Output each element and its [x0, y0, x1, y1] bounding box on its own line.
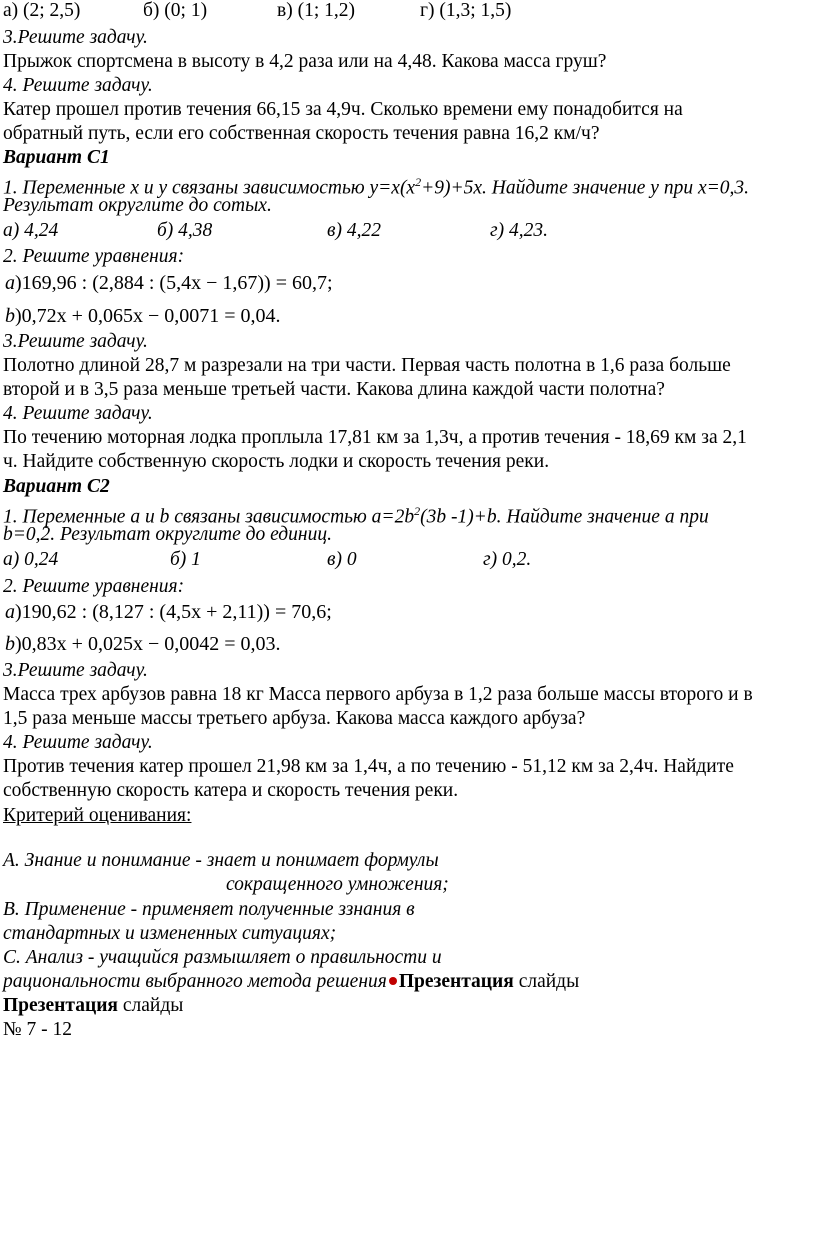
task4-heading: 4. Решите задачу. [3, 75, 153, 96]
criterion-b-line1: B. Применение - применяет полученные ззнания в [3, 899, 415, 920]
c2-option-a: а) 0,24 [3, 549, 59, 570]
c1-task4-heading: 4. Решите задачу. [3, 403, 153, 424]
c1-task1-line1: 1. Переменные x и y связаны зависимостью $y=x(x^2+9)+5x$. Найдите значение y при x=0,3. [3, 175, 750, 199]
option-b: б) (0; 1) [143, 0, 208, 21]
c1-equation-a: a)169,96 : (2,884 : (5,4x − 1,67)) = 60,7; [5, 272, 333, 294]
c2-equation-a: a)190,62 : (8,127 : (4,5x + 2,11)) = 70,6; [5, 601, 332, 623]
c2-task4-line1: Против течения катер прошел 21,98 км за 1,4ч, а по течению - 51,12 км за 2,4ч. Найдите [3, 756, 734, 777]
c1-task4-line1: По течению моторная лодка проплыла 17,81 км за 1,3ч, а против течения - 18,69 км за 2,1 [3, 427, 747, 448]
c2-task3-line2: 1,5 раза меньше массы третьего арбуза. Какова масса каждого арбуза? [3, 708, 586, 729]
variant-c2-title: Вариант С2 [3, 476, 110, 497]
c1-task3-heading: 3.Решите задачу. [3, 331, 148, 352]
c2-task2-heading: 2. Решите уравнения: [3, 576, 185, 597]
c1-task1-line2: Результат округлите до сотых. [3, 195, 272, 216]
c2-task1-line2: b=0,2. Результат округлите до единиц. [3, 524, 332, 545]
c2-equation-b: b)0,83x + 0,025x − 0,0042 = 0,03. [5, 633, 281, 655]
c1-equation-b: b)0,72x + 0,065x − 0,0071 = 0,04. [5, 305, 281, 327]
option-a: а) (2; 2,5) [3, 0, 81, 21]
option-d: г) (1,3; 1,5) [420, 0, 512, 21]
c1-task3-line2: второй и в 3,5 раза меньше третьей части. Какова длина каждой части полотна? [3, 379, 665, 400]
c1-option-a: а) 4,24 [3, 220, 59, 241]
criterion-a-line1: A. Знание и понимание - знает и понимает формулы [3, 850, 439, 871]
task3-text: Прыжок спортсмена в высоту в 4,2 раза или на 4,48. Какова масса груш? [3, 51, 607, 72]
c1-option-b: б) 4,38 [157, 220, 213, 241]
task4-text-line2: обратный путь, если его собственная скорость течения равна 16,2 км/ч? [3, 123, 600, 144]
presentation-line: Презентация слайды [3, 995, 184, 1016]
task3-heading: 3.Решите задачу. [3, 27, 148, 48]
bullet-icon [389, 977, 397, 985]
c2-task3-heading: 3.Решите задачу. [3, 660, 148, 681]
criteria-title: Критерий оценивания: [3, 805, 192, 826]
c1-option-c: в) 4,22 [327, 220, 381, 241]
criterion-a-line2: сокращенного умножения; [226, 874, 449, 895]
c2-option-d: г) 0,2. [483, 549, 532, 570]
c1-option-d: г) 4,23. [490, 220, 548, 241]
variant-c1-title: Вариант С1 [3, 147, 110, 168]
task4-text-line1: Катер прошел против течения 66,15 за 4,9ч. Сколько времени ему понадобится на [3, 99, 683, 120]
c1-task3-line1: Полотно длиной 28,7 м разрезали на три части. Первая часть полотна в 1,6 раза больше [3, 355, 731, 376]
criterion-c-line1: C. Анализ - учащийся размышляет о правильности и [3, 947, 442, 968]
criterion-b-line2: стандартных и измененных ситуациях; [3, 923, 337, 944]
slides-number: № 7 - 12 [3, 1019, 72, 1040]
c2-option-b: б) 1 [170, 549, 201, 570]
option-c: в) (1; 1,2) [277, 0, 355, 21]
c2-task4-heading: 4. Решите задачу. [3, 732, 153, 753]
c2-task3-line1: Масса трех арбузов равна 18 кг Масса первого арбуза в 1,2 раза больше массы второго и в [3, 684, 753, 705]
c2-option-c: в) 0 [327, 549, 357, 570]
c1-task4-line2: ч. Найдите собственную скорость лодки и скорость течения реки. [3, 451, 550, 472]
c2-task1-line1: 1. Переменные a и b связаны зависимостью $a=2b^2(3b$ -1)+b. Найдите значение a при [3, 504, 709, 528]
c1-task2-heading: 2. Решите уравнения: [3, 246, 185, 267]
criterion-c-line2: рациональности выбранного метода решения Презентация слайды [3, 971, 580, 992]
c2-task4-line2: собственную скорость катера и скорость течения реки. [3, 780, 459, 801]
